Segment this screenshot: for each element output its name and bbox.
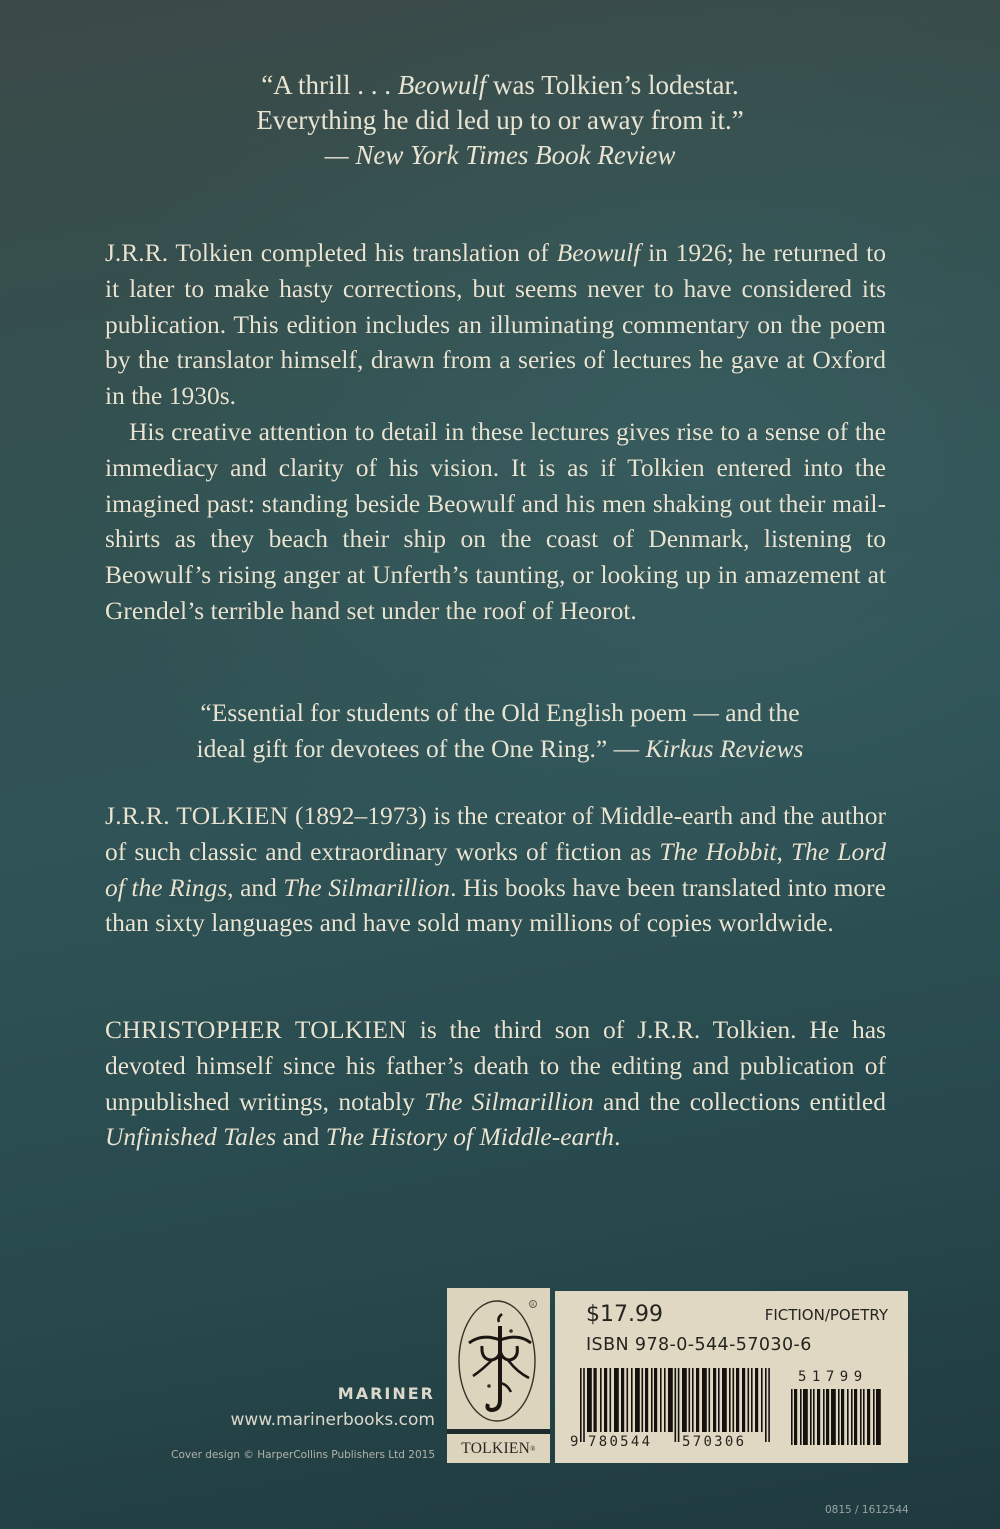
price-addon-barcode [791,1389,891,1449]
ean-digits-left: 780544 [588,1434,653,1450]
author-bio-christopher-tolkien: CHRISTOPHER TOLKIEN is the third son of J.R.R. Tolkien. He has devoted himself since his father’s death to the editing and publication of unpublished writings, notably The Silmarillion and the collections entitled Unfinished Tales and The History of Middle-earth. [105,1015,886,1152]
genre-category: FICTION/POETRY [764,1306,888,1324]
quote-line-2: Everything he did led up to or away from it.” [256,105,744,135]
price-barcode-label [555,1291,908,1463]
price-addon-digits: 51799 [798,1369,868,1385]
description-paragraph-1: J.R.R. Tolkien completed his translation of Beowulf in 1926; he returned to it later to make hasty corrections, but seems never to have considered its publication. This edition includes an illuminating commentary on the poem by the translator himself, drawn from a series of lectures he gave at Oxford in the 1930s. [105,238,886,411]
tolkien-monogram-badge: R TOLKIEN ® [447,1288,550,1463]
svg-text:R: R [531,1302,535,1309]
price: $17.99 [586,1302,663,1327]
isbn: ISBN 978-0-544-57030-6 [586,1335,812,1355]
imprint-label: TOLKIEN [461,1439,531,1457]
ean-digits-right: 570306 [682,1434,747,1450]
description-paragraph-2: His creative attention to detail in these lectures gives rise to a sense of the immediacy and clarity of his vision. It is as if Tolkien entered into the imagined past: standing beside Beowulf and his men shaking out their mail-shirts as they beach their ship on the coast of Denmark, listening to Beowulf’s rising anger at Unferth’s taunting, or looking up in amazement at Grendel’s terrible hand set under the roof of Heorot. [105,416,886,625]
book-description [105,235,886,629]
author-bio-jrr-tolkien: J.R.R. TOLKIEN (1892–1973) is the creator of Middle-earth and the author of such classic and extraordinary works of fiction as The Hobbit, The Lord of the Rings, and The Silmarillion. His books have been translated into more than sixty languages and have sold many millions of copies worldwide. [105,801,887,938]
review-quote-kirkus: “Essential for students of the Old English poem — and the ideal gift for devotees of the One Ring.” — Kirkus Reviews [196,698,804,763]
ean-digit-first: 9 [570,1434,581,1450]
publisher-url[interactable]: www.marinerbooks.com [230,1410,435,1430]
quote-attribution: — New York Times Book Review [324,140,676,170]
quote-line-1: “A thrill . . . Beowulf was Tolkien’s lodestar. [261,70,739,100]
cover-design-credit: Cover design © HarperCollins Publishers Ltd 2015 [171,1449,435,1461]
print-code: 0815 / 1612544 [825,1504,909,1516]
publisher-name: MARINER [337,1384,435,1403]
quote-attribution: Kirkus Reviews [645,733,804,763]
tolkien-monogram-icon [447,1288,550,1429]
review-quote-nyt [150,68,850,173]
